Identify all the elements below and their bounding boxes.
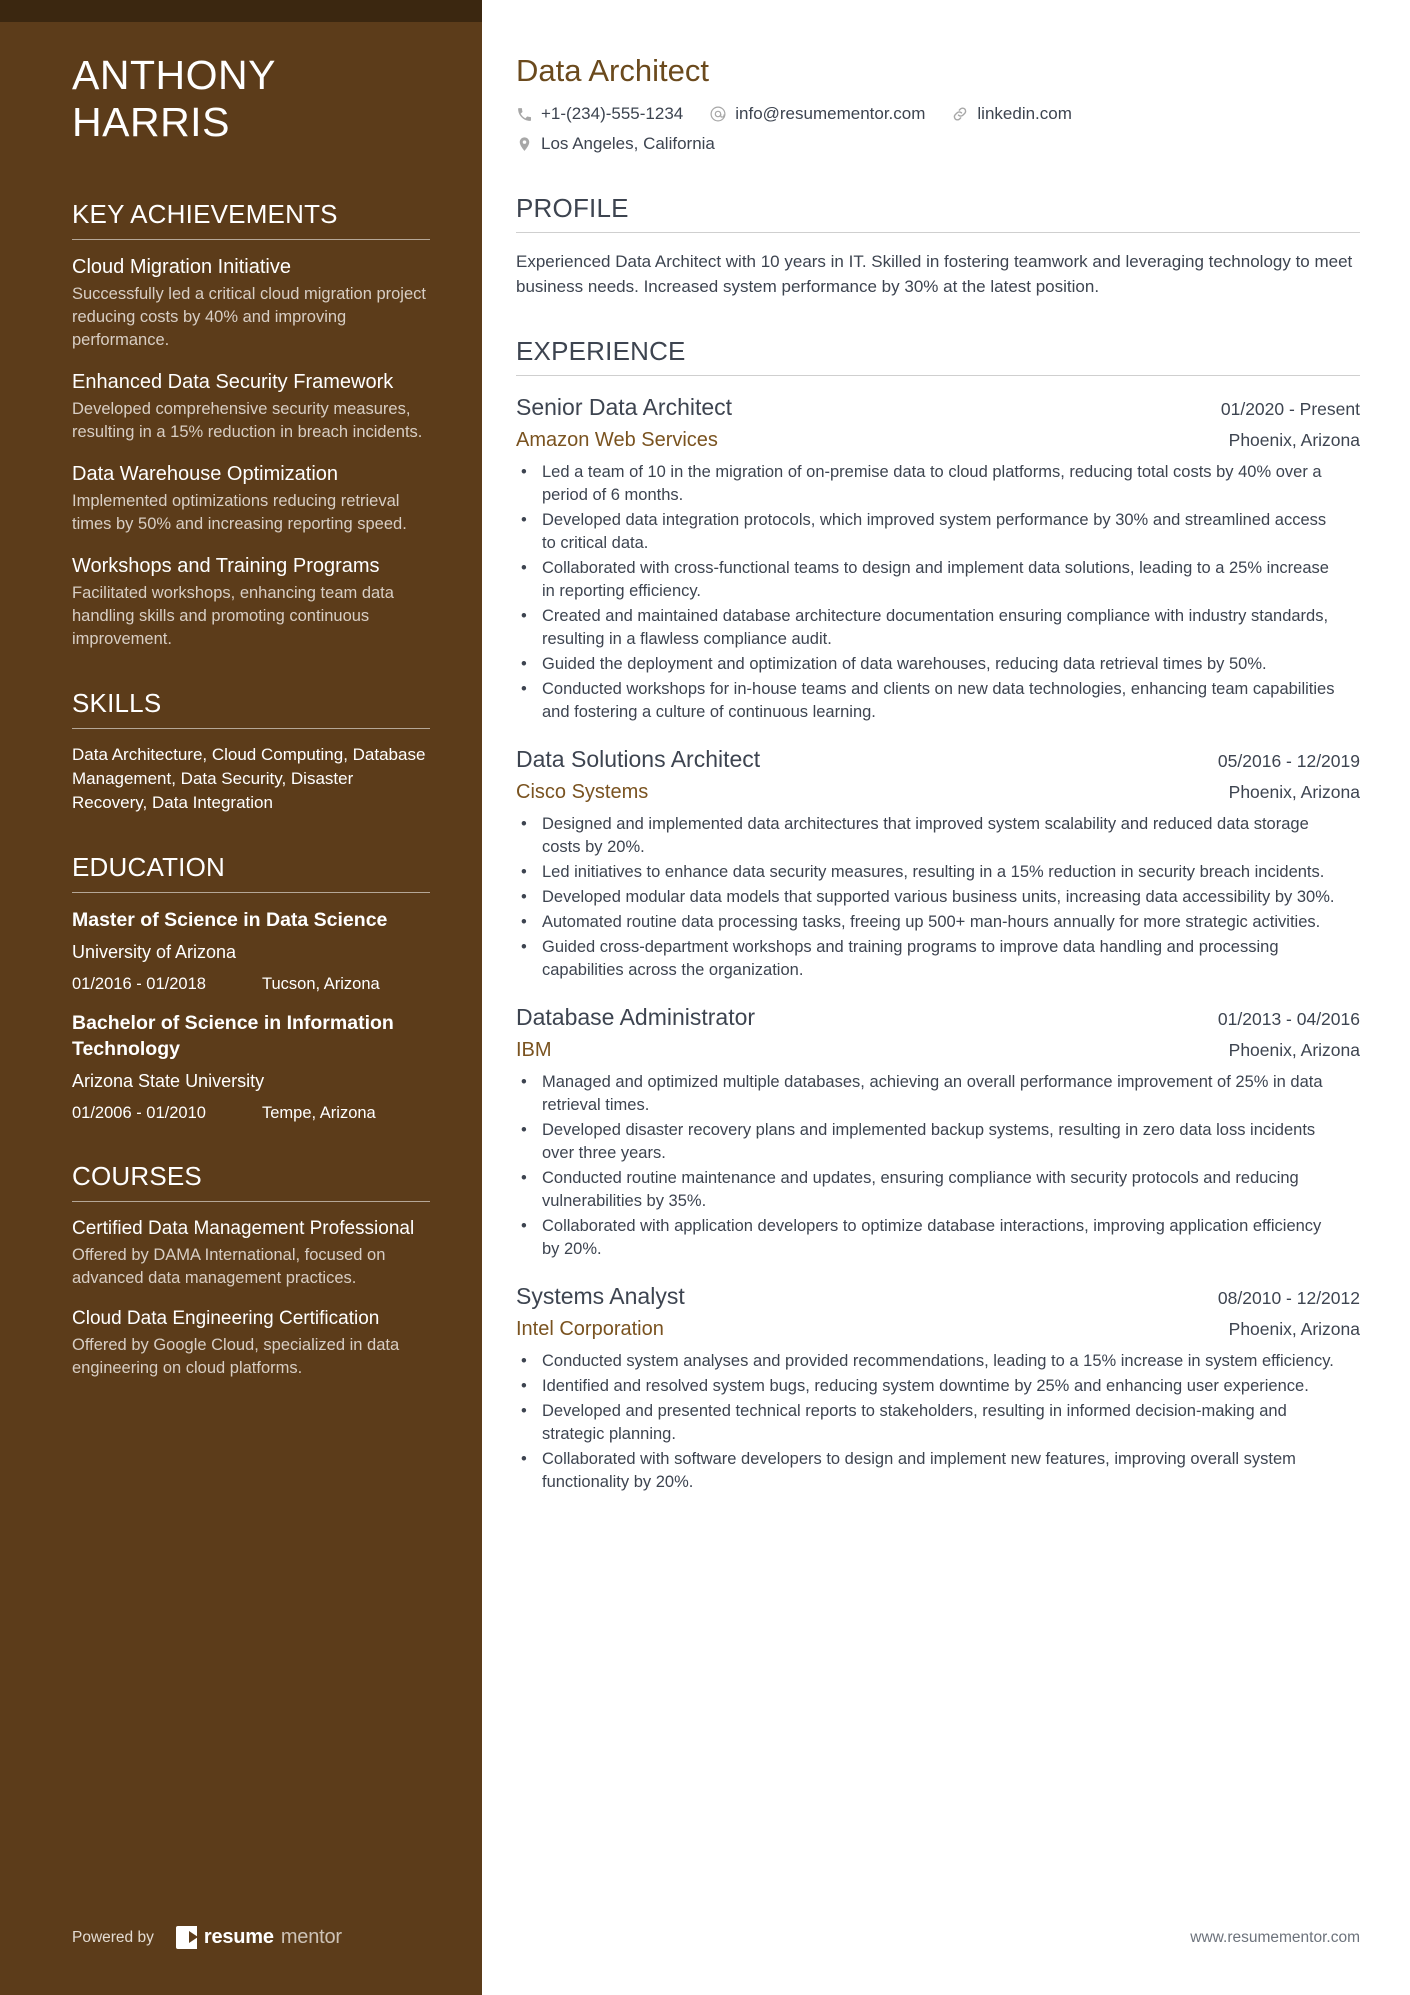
education-item — [72, 1010, 464, 1124]
location-pin-icon — [516, 136, 533, 153]
bullet-text: Developed data integration protocols, which improved system performance by 30% and streamlined access to critical data. — [542, 511, 1327, 552]
experience-location: Phoenix, Arizona — [1228, 430, 1360, 450]
achievement-desc: Facilitated workshops, enhancing team data handling skills and promoting continuous improvement. — [72, 584, 394, 648]
education-school: University of Arizona — [72, 942, 237, 962]
bullet-text: Automated routine data processing tasks, freeing up 500+ man-hours annually for more strategic activities. — [542, 913, 1321, 931]
bullet-dot-icon: • — [521, 655, 527, 673]
section-experience — [516, 335, 1360, 1494]
section-heading-experience: EXPERIENCE — [516, 336, 686, 366]
contact-location — [516, 132, 1156, 156]
bullet-text: Created and maintained database architecture documentation ensuring compliance with industry standards, resulting in a flawless compliance audit. — [542, 607, 1329, 648]
education-degree: Bachelor of Science in Information Technology — [72, 1012, 394, 1060]
experience-dates: 01/2020 - Present — [1220, 399, 1360, 419]
education-dates: 01/2006 - 01/2010 — [72, 1104, 206, 1122]
contact-phone-value: +1-(234)-555-1234 — [541, 104, 684, 123]
section-profile — [516, 192, 1360, 299]
contact-phone[interactable] — [516, 102, 683, 126]
bullet-text: Led a team of 10 in the migration of on-premise data to cloud platforms, reducing total costs by 40% over a period of 6 months. — [542, 463, 1322, 504]
contact-location-value: Los Angeles, California — [541, 134, 715, 153]
achievement-desc: Successfully led a critical cloud migration project reducing costs by 40% and improving performance. — [72, 285, 426, 349]
resumementor-logo-icon — [176, 1926, 197, 1949]
section-heading-education: EDUCATION — [72, 852, 225, 882]
achievement-item — [72, 254, 464, 352]
phone-icon — [516, 106, 533, 123]
experience-company: Amazon Web Services — [516, 429, 718, 451]
main-content — [482, 0, 1410, 1995]
sidebar — [0, 0, 482, 1995]
bullet-item — [516, 1350, 1360, 1373]
bullet-item — [516, 1375, 1360, 1398]
section-heading-profile: PROFILE — [516, 193, 629, 223]
resumementor-logo — [176, 1926, 342, 1949]
experience-dates: 08/2010 - 12/2012 — [1217, 1288, 1360, 1308]
section-heading-courses: COURSES — [72, 1161, 202, 1191]
profile-text: Experienced Data Architect with 10 years in IT. Skilled in fostering teamwork and leveraging technology to meet business needs. Increased system performance by 30% at the latest position. — [516, 252, 1353, 296]
bullet-dot-icon: • — [521, 913, 527, 931]
experience-role: Data Solutions Architect — [516, 746, 761, 772]
bullet-text: Managed and optimized multiple databases, achieving an overall performance improvement of 25% in data retrieval times. — [542, 1073, 1323, 1114]
contact-email-value: info@resumementor.com — [735, 104, 926, 123]
logo-text-resume: resume — [203, 1926, 274, 1948]
achievement-item — [72, 553, 464, 651]
bullet-dot-icon: • — [521, 1169, 527, 1187]
experience-item — [516, 1281, 1360, 1494]
experience-location: Phoenix, Arizona — [1228, 1040, 1360, 1060]
page-title: Data Architect — [516, 53, 709, 88]
bullet-item — [516, 936, 1360, 982]
experience-role: Database Administrator — [516, 1004, 756, 1030]
achievement-title: Workshops and Training Programs — [72, 555, 380, 577]
experience-subheader — [516, 1315, 1360, 1343]
bullet-item — [516, 509, 1360, 555]
section-heading-achievements: KEY ACHIEVEMENTS — [72, 199, 338, 229]
experience-bullets — [516, 461, 1360, 724]
bullet-dot-icon: • — [521, 938, 527, 956]
experience-subheader — [516, 778, 1360, 806]
bullet-item — [516, 813, 1360, 859]
education-location: Tempe, Arizona — [262, 1104, 376, 1122]
experience-bullets — [516, 1071, 1360, 1261]
bullet-dot-icon: • — [521, 888, 527, 906]
name-line-last: HARRIS — [72, 99, 230, 145]
course-desc: Offered by DAMA International, focused on advanced data management practices. — [72, 1246, 386, 1287]
experience-role: Senior Data Architect — [516, 394, 733, 420]
bullet-item — [516, 886, 1360, 909]
course-item — [72, 1306, 464, 1380]
achievement-title: Enhanced Data Security Framework — [72, 371, 394, 393]
education-degree: Master of Science in Data Science — [72, 909, 388, 931]
bullet-text: Conducted workshops for in-house teams and clients on new data technologies, enhancing team capabilities and fostering a culture of continuous learning. — [542, 680, 1335, 721]
bullet-text: Collaborated with cross-functional teams to design and implement data solutions, leading to a 25% increase in reporting efficiency. — [542, 559, 1329, 600]
experience-item — [516, 1002, 1360, 1261]
experience-dates: 05/2016 - 12/2019 — [1217, 751, 1360, 771]
bullet-text: Developed and presented technical reports to stakeholders, resulting in informed decision-making and strategic planning. — [542, 1402, 1287, 1443]
bullet-item — [516, 1448, 1360, 1494]
achievement-title: Data Warehouse Optimization — [72, 463, 339, 485]
education-meta — [72, 1102, 464, 1124]
experience-bullets — [516, 1350, 1360, 1494]
bullet-dot-icon: • — [521, 463, 527, 481]
bullet-item — [516, 1119, 1360, 1165]
bullet-text: Collaborated with software developers to design and implement new features, improving overall system functionality by 20%. — [542, 1450, 1296, 1491]
course-title: Cloud Data Engineering Certification — [72, 1308, 380, 1329]
bullet-item — [516, 461, 1360, 507]
bullet-item — [516, 911, 1360, 934]
course-item — [72, 1216, 464, 1290]
experience-subheader — [516, 426, 1360, 454]
link-icon — [951, 105, 969, 123]
bullet-item — [516, 1167, 1360, 1213]
bullet-dot-icon: • — [521, 1073, 527, 1091]
bullet-text: Guided the deployment and optimization of data warehouses, reducing data retrieval times by 50%. — [542, 655, 1267, 673]
experience-location: Phoenix, Arizona — [1228, 1319, 1360, 1339]
bullet-item — [516, 605, 1360, 651]
section-skills — [72, 687, 464, 815]
education-meta — [72, 973, 464, 995]
achievement-item — [72, 369, 464, 444]
bullet-dot-icon: • — [521, 1377, 527, 1395]
bullet-dot-icon: • — [521, 680, 527, 698]
contact-link-value: linkedin.com — [977, 104, 1072, 123]
achievement-title: Cloud Migration Initiative — [72, 256, 291, 278]
education-school: Arizona State University — [72, 1071, 265, 1091]
achievement-desc: Developed comprehensive security measures, resulting in a 15% reduction in breach incidents. — [72, 400, 423, 441]
divider-courses — [72, 1201, 430, 1202]
course-desc: Offered by Google Cloud, specialized in data engineering on cloud platforms. — [72, 1336, 400, 1377]
experience-company: IBM — [516, 1039, 552, 1061]
bullet-text: Guided cross-department workshops and training programs to improve data handling and processing capabilities across the organization. — [542, 938, 1279, 979]
bullet-text: Collaborated with application developers to optimize database interactions, improving application efficiency by 20%. — [542, 1217, 1322, 1258]
bullet-item — [516, 1215, 1360, 1261]
bullet-text: Designed and implemented data architectures that improved system scalability and reduced data storage costs by 20%. — [542, 815, 1309, 856]
divider-education — [72, 892, 430, 893]
divider-profile — [516, 232, 1360, 233]
sidebar-footer — [72, 1926, 342, 1949]
bullet-item — [516, 653, 1360, 676]
bullet-dot-icon: • — [521, 607, 527, 625]
experience-header — [516, 1002, 1360, 1033]
bullet-dot-icon: • — [521, 815, 527, 833]
experience-item — [516, 392, 1360, 724]
achievement-desc: Implemented optimizations reducing retrieval times by 50% and increasing reporting speed. — [72, 492, 407, 533]
experience-header — [516, 744, 1360, 775]
name-line-first: ANTHONY — [72, 52, 276, 98]
contact-info — [516, 102, 1156, 156]
logo-text-mentor: mentor — [280, 1926, 342, 1948]
bullet-dot-icon: • — [521, 559, 527, 577]
bullet-dot-icon: • — [521, 1352, 527, 1370]
course-title: Certified Data Management Professional — [72, 1218, 415, 1239]
section-key-achievements — [72, 198, 464, 651]
sidebar-top-strip — [0, 0, 482, 22]
at-email-icon — [709, 105, 727, 123]
bullet-item — [516, 861, 1360, 884]
powered-by-label: Powered by — [72, 1928, 154, 1946]
experience-role: Systems Analyst — [516, 1283, 685, 1309]
bullet-text: Conducted routine maintenance and updates, ensuring compliance with security protocols and reducing vulnerabilities by 35%. — [542, 1169, 1299, 1210]
experience-subheader — [516, 1036, 1360, 1064]
divider-skills — [72, 728, 430, 729]
experience-item — [516, 744, 1360, 982]
experience-company: Cisco Systems — [516, 781, 649, 803]
experience-dates: 01/2013 - 04/2016 — [1217, 1009, 1360, 1029]
section-courses — [72, 1160, 464, 1380]
education-dates: 01/2016 - 01/2018 — [72, 975, 206, 993]
footer-url: www.resumementor.com — [1190, 1929, 1360, 1946]
experience-bullets — [516, 813, 1360, 982]
bullet-item — [516, 557, 1360, 603]
section-education — [72, 851, 464, 1124]
bullet-text: Identified and resolved system bugs, reducing system downtime by 25% and enhancing user experience. — [542, 1377, 1309, 1395]
bullet-item — [516, 1400, 1360, 1446]
education-location: Tucson, Arizona — [262, 975, 380, 993]
bullet-item — [516, 678, 1360, 724]
skills-list: Data Architecture, Cloud Computing, Database Management, Data Security, Disaster Recovery, Data Integration — [72, 745, 426, 812]
bullet-text: Led initiatives to enhance data security measures, resulting in a 15% reduction in security breach incidents. — [542, 863, 1325, 881]
divider-experience — [516, 375, 1360, 376]
bullet-dot-icon: • — [521, 1402, 527, 1420]
bullet-item — [516, 1071, 1360, 1117]
bullet-text: Developed modular data models that supported various business units, increasing data accessibility by 30%. — [542, 888, 1335, 906]
bullet-dot-icon: • — [521, 1121, 527, 1139]
bullet-text: Conducted system analyses and provided recommendations, leading to a 15% increase in system efficiency. — [542, 1352, 1334, 1370]
bullet-dot-icon: • — [521, 1450, 527, 1468]
experience-header — [516, 392, 1360, 423]
experience-location: Phoenix, Arizona — [1228, 782, 1360, 802]
contact-link[interactable] — [951, 102, 1072, 126]
bullet-dot-icon: • — [521, 1217, 527, 1235]
experience-company: Intel Corporation — [516, 1318, 664, 1340]
education-item — [72, 907, 464, 995]
divider-achievements — [72, 239, 430, 240]
experience-header — [516, 1281, 1360, 1312]
bullet-dot-icon: • — [521, 863, 527, 881]
bullet-text: Developed disaster recovery plans and implemented backup systems, resulting in zero data loss incidents over three years. — [542, 1121, 1316, 1162]
contact-email[interactable] — [709, 102, 925, 126]
bullet-dot-icon: • — [521, 511, 527, 529]
achievement-item — [72, 461, 464, 536]
section-heading-skills: SKILLS — [72, 688, 162, 718]
